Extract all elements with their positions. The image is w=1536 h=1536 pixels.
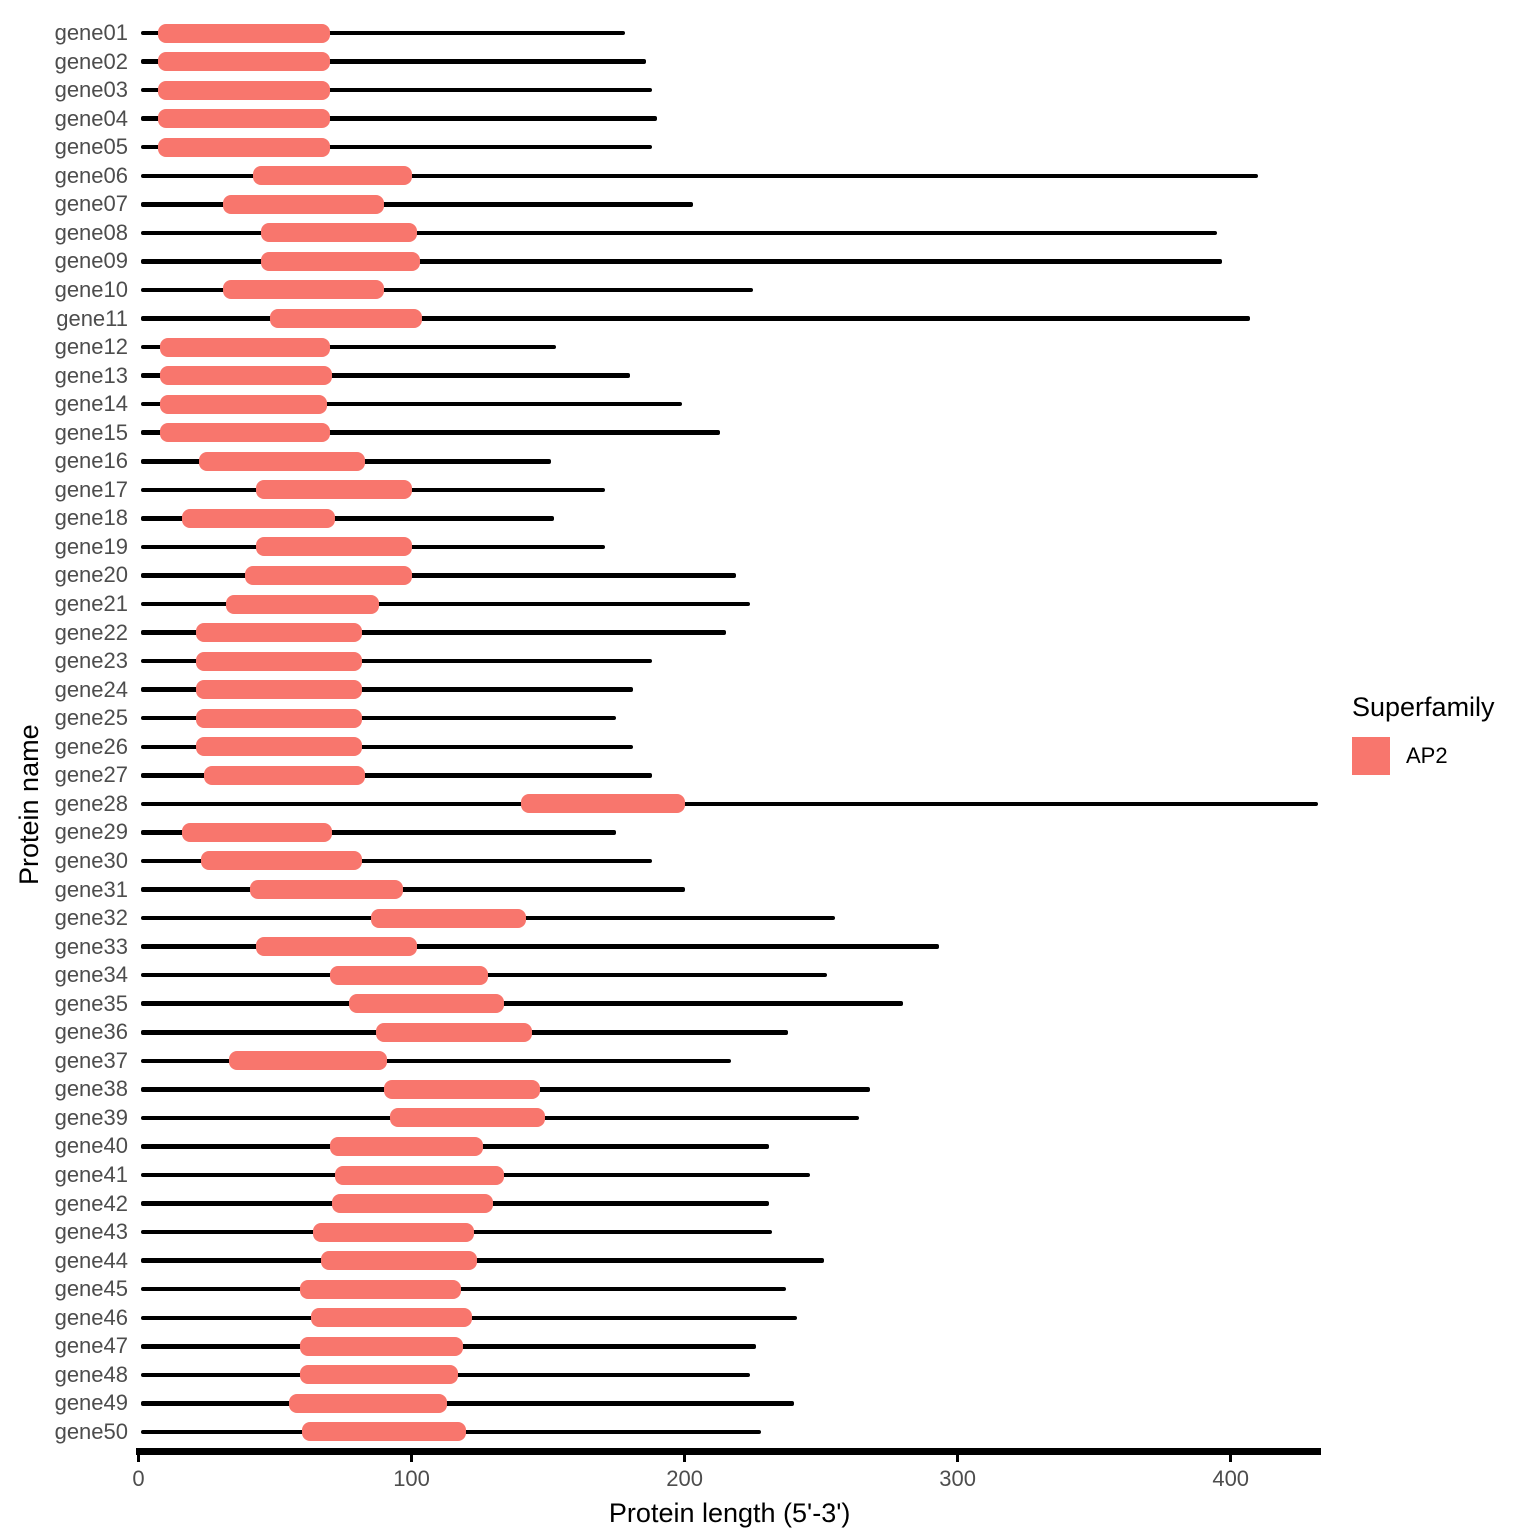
domain-bar-gene04-ap2 [158, 109, 330, 128]
y-axis-label-gene31: gene31 [54, 876, 128, 902]
domain-bar-gene47-ap2 [300, 1337, 464, 1356]
domain-bar-gene39-ap2 [390, 1108, 546, 1127]
domain-bar-gene21-ap2 [226, 595, 379, 614]
y-axis-label-gene27: gene27 [54, 762, 128, 788]
y-axis-label-gene16: gene16 [54, 448, 128, 474]
domain-bar-gene12-ap2 [160, 338, 329, 357]
legend-item-ap2 [1352, 737, 1495, 775]
x-tick-mark-100 [410, 1455, 413, 1462]
x-tick-label-400: 400 [1212, 1466, 1250, 1491]
x-tick-label-300: 300 [939, 1466, 976, 1491]
x-tick-mark-400 [1229, 1455, 1232, 1462]
domain-bar-gene11-ap2 [270, 309, 423, 328]
y-axis-label-gene43: gene43 [54, 1219, 128, 1245]
domain-bar-gene40-ap2 [330, 1137, 483, 1156]
domain-bar-gene34-ap2 [330, 966, 488, 985]
y-axis-label-gene35: gene35 [54, 990, 128, 1016]
y-axis-label-gene46: gene46 [54, 1304, 128, 1330]
y-axis-label-gene41: gene41 [54, 1162, 128, 1188]
domain-bar-gene42-ap2 [332, 1194, 493, 1213]
y-axis-label-gene32: gene32 [54, 905, 128, 931]
domain-bar-gene29-ap2 [182, 823, 332, 842]
domain-bar-gene23-ap2 [196, 652, 363, 671]
y-axis-label-gene42: gene42 [54, 1190, 128, 1216]
y-axis-label-gene06: gene06 [54, 162, 128, 188]
domain-bar-gene20-ap2 [245, 566, 412, 585]
y-axis-label-gene13: gene13 [54, 362, 128, 388]
domain-bar-gene44-ap2 [321, 1251, 477, 1270]
domain-bar-gene37-ap2 [229, 1051, 387, 1070]
legend-swatch-ap2 [1352, 737, 1390, 775]
domain-bar-gene16-ap2 [199, 452, 366, 471]
domain-bar-gene09-ap2 [261, 252, 419, 271]
domain-bar-gene35-ap2 [349, 994, 505, 1013]
y-axis-label-gene24: gene24 [54, 676, 128, 702]
y-axis-label-gene12: gene12 [54, 334, 128, 360]
domain-bar-gene08-ap2 [261, 223, 417, 242]
domain-bar-gene18-ap2 [182, 509, 335, 528]
y-axis-label-gene08: gene08 [54, 219, 128, 245]
domain-bar-gene25-ap2 [196, 709, 363, 728]
domain-bar-gene07-ap2 [223, 195, 384, 214]
domain-bar-gene02-ap2 [158, 52, 330, 71]
y-axis-label-gene26: gene26 [54, 733, 128, 759]
y-axis-label-gene25: gene25 [54, 705, 128, 731]
domain-bar-gene26-ap2 [196, 737, 363, 756]
y-axis-label-gene48: gene48 [54, 1361, 128, 1387]
y-axis-label-gene45: gene45 [54, 1276, 128, 1302]
domain-bar-gene17-ap2 [256, 480, 412, 499]
protein-chain-line-gene28 [141, 802, 1318, 807]
protein-chain-line-gene49 [141, 1401, 794, 1406]
y-axis-label-gene19: gene19 [54, 533, 128, 559]
x-axis-line [136, 1448, 1321, 1455]
y-axis-label-gene03: gene03 [54, 77, 128, 103]
y-axis-label-gene33: gene33 [54, 933, 128, 959]
protein-chain-line-gene20 [141, 573, 736, 578]
protein-chain-line-gene44 [141, 1258, 824, 1263]
domain-bar-gene38-ap2 [384, 1080, 540, 1099]
domain-bar-gene24-ap2 [196, 680, 363, 699]
domain-bar-gene48-ap2 [300, 1365, 458, 1384]
domain-bar-gene15-ap2 [160, 423, 329, 442]
domain-bar-gene50-ap2 [302, 1422, 466, 1441]
domain-bar-gene27-ap2 [204, 766, 365, 785]
protein-chain-line-gene45 [141, 1287, 785, 1292]
y-axis-label-gene21: gene21 [54, 591, 128, 617]
domain-bar-gene46-ap2 [311, 1308, 472, 1327]
legend-item-label: AP2 [1406, 743, 1448, 768]
y-axis-label-gene28: gene28 [54, 790, 128, 816]
y-axis-label-gene22: gene22 [54, 619, 128, 645]
y-axis-label-gene23: gene23 [54, 648, 128, 674]
x-axis-title: Protein length (5'-3') [608, 1498, 851, 1528]
domain-bar-gene13-ap2 [160, 366, 332, 385]
y-axis-label-gene38: gene38 [54, 1076, 128, 1102]
x-tick-mark-0 [137, 1455, 140, 1462]
domain-bar-gene10-ap2 [223, 280, 384, 299]
y-axis-label-gene09: gene09 [54, 248, 128, 274]
y-axis-label-gene14: gene14 [54, 391, 128, 417]
domain-bar-gene32-ap2 [371, 909, 527, 928]
x-tick-label-0: 0 [132, 1466, 145, 1491]
y-axis-label-gene10: gene10 [54, 276, 128, 302]
y-axis-label-gene02: gene02 [54, 48, 128, 74]
y-axis-label-gene49: gene49 [54, 1390, 128, 1416]
domain-bar-gene22-ap2 [196, 623, 363, 642]
y-axis-label-gene05: gene05 [54, 134, 128, 160]
y-axis-label-gene01: gene01 [54, 20, 128, 45]
domain-bar-gene30-ap2 [201, 851, 362, 870]
y-axis-label-gene20: gene20 [54, 562, 128, 588]
domain-bar-gene31-ap2 [250, 880, 403, 899]
domain-bar-gene19-ap2 [256, 537, 412, 556]
domain-bar-gene28-ap2 [521, 794, 685, 813]
y-axis-title: Protein name [14, 724, 44, 885]
domain-bar-gene49-ap2 [289, 1394, 447, 1413]
domain-bar-gene41-ap2 [335, 1166, 504, 1185]
y-axis-label-gene18: gene18 [54, 505, 128, 531]
x-tick-label-200: 200 [666, 1466, 703, 1491]
y-axis-label-gene50: gene50 [54, 1418, 128, 1444]
legend [1352, 692, 1495, 775]
legend-title: Superfamily [1352, 692, 1495, 722]
domain-bar-gene06-ap2 [253, 166, 411, 185]
y-axis-label-gene44: gene44 [54, 1247, 128, 1273]
x-tick-mark-300 [956, 1455, 959, 1462]
y-axis-label-gene39: gene39 [54, 1104, 128, 1130]
domain-bar-gene03-ap2 [158, 81, 330, 100]
y-axis-label-gene07: gene07 [54, 191, 128, 217]
x-tick-label-100: 100 [393, 1466, 430, 1491]
y-axis-label-gene11: gene11 [56, 305, 128, 331]
domain-bar-gene33-ap2 [256, 937, 417, 956]
y-axis-label-gene47: gene47 [54, 1333, 128, 1359]
domain-bar-gene43-ap2 [313, 1223, 474, 1242]
protein-chain-line-gene31 [141, 887, 684, 892]
protein-chain-line-gene35 [141, 1001, 903, 1006]
x-tick-mark-200 [683, 1455, 686, 1462]
y-axis-label-gene29: gene29 [54, 819, 128, 845]
y-axis-label-gene36: gene36 [54, 1019, 128, 1045]
y-axis-label-gene40: gene40 [54, 1133, 128, 1159]
y-axis-label-gene37: gene37 [54, 1047, 128, 1073]
domain-bar-gene01-ap2 [158, 24, 330, 43]
domain-bar-gene14-ap2 [160, 395, 327, 414]
y-axis-label-gene34: gene34 [54, 962, 128, 988]
y-axis-label-gene04: gene04 [54, 105, 128, 131]
y-axis-label-gene30: gene30 [54, 847, 128, 873]
domain-bar-gene45-ap2 [300, 1280, 461, 1299]
domain-bar-gene36-ap2 [376, 1023, 532, 1042]
y-axis-label-gene15: gene15 [54, 419, 128, 445]
y-axis-label-gene17: gene17 [54, 476, 128, 502]
domain-bar-gene05-ap2 [158, 138, 330, 157]
